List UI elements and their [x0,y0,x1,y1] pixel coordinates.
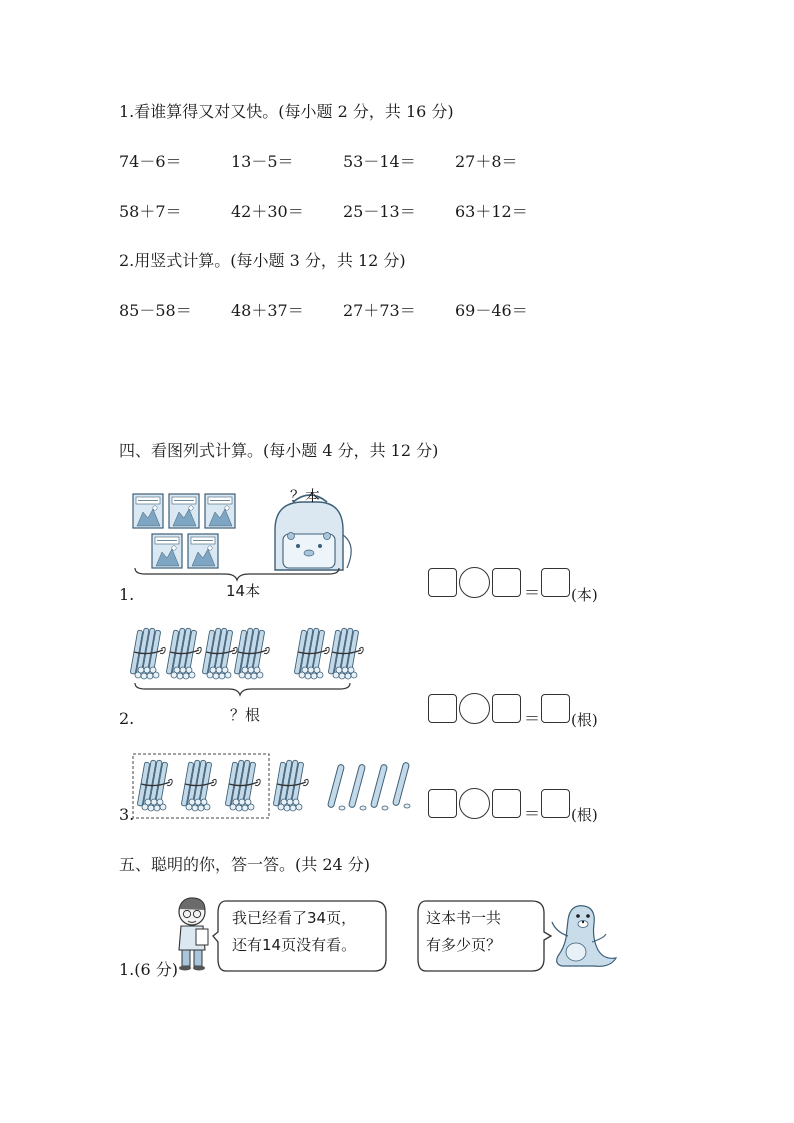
equals-sign: ＝ [524,804,541,823]
bundles-and-sticks-figure [128,750,418,822]
answer-box[interactable] [492,568,521,597]
q2-title: 2.用竖式计算。(每小题 3 分，共 12 分) [119,251,406,270]
boy-speech-line2: 还有14页没有看。 [232,936,357,954]
total-brace [135,683,350,695]
q1-expr-2: 13－5＝ [231,152,294,171]
p2-unknown-label: ？根 [230,706,261,724]
q1-title: 1.看谁算得又对又快。(每小题 2 分，共 16 分) [119,102,454,121]
q1-expr-5: 58＋7＝ [119,202,182,221]
book-illustration [152,534,182,568]
q1-expr-6: 42＋30＝ [231,202,304,221]
unit-label: (根) [571,806,598,824]
equals-sign: ＝ [524,709,541,728]
q2-expr-4: 69－46＝ [455,301,528,320]
backpack-illustration [275,495,351,570]
p1-total-label: 14本 [226,582,261,600]
book-illustration [133,494,163,528]
answer-box[interactable] [428,568,457,597]
unit-label: (根) [571,711,598,729]
result-box[interactable] [541,789,570,818]
boy-illustration [172,896,216,972]
unit-label: (本) [571,586,598,604]
book-illustration [169,494,199,528]
p1-unknown-label: ？本 [290,487,321,505]
q1-expr-4: 27＋8＝ [455,152,518,171]
q2-expr-1: 85－58＝ [119,301,192,320]
p1-number: 1. [119,585,135,604]
book-illustration [188,534,218,568]
answer-box[interactable] [428,694,457,723]
boy-speech-line1: 我已经看了34页， [232,909,357,927]
result-box[interactable] [541,694,570,723]
section4-title: 四、看图列式计算。(每小题 4 分，共 12 分) [119,441,439,460]
answer-box[interactable] [492,694,521,723]
equals-sign: ＝ [524,583,541,602]
q1-expr-1: 74－6＝ [119,152,182,171]
result-box[interactable] [541,568,570,597]
book-illustration [205,494,235,528]
q1-expr-8: 63＋12＝ [455,202,528,221]
answer-box[interactable] [492,789,521,818]
operator-circle[interactable] [459,567,490,598]
operator-circle[interactable] [459,788,490,819]
answer-box[interactable] [428,789,457,818]
books-backpack-figure [125,480,355,585]
q1-label: 1.(6 分) [119,960,179,979]
seal-speech-line1: 这本书一共 [426,909,502,927]
seal-speech-line2: 有多少页？ [426,936,502,954]
q2-expr-3: 27＋73＝ [343,301,416,320]
section5-title: 五、聪明的你，答一答。(共 24 分) [119,855,371,874]
p3-number: 3. [119,805,135,824]
operator-circle[interactable] [459,693,490,724]
q1-expr-3: 53－14＝ [343,152,416,171]
q1-expr-7: 25－13＝ [343,202,416,221]
stick-bundles-figure [125,625,365,700]
seal-illustration [548,898,620,970]
q2-expr-2: 48＋37＝ [231,301,304,320]
p2-number: 2. [119,709,135,728]
